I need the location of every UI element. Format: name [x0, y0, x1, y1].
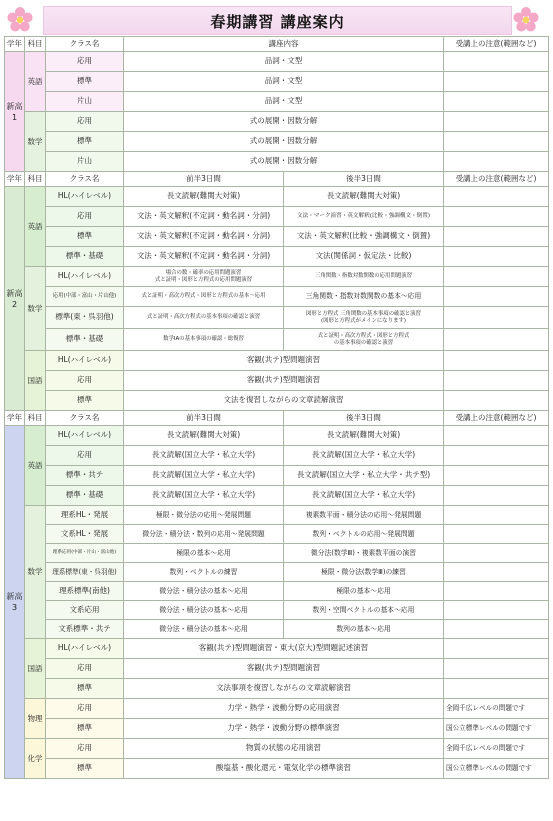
year-cell-grade3: 新高3: [5, 426, 25, 779]
first-half-cell: 場合の数・確率の応用問題演習 式と証明・図形と方程式の応用問題演習: [124, 267, 284, 287]
first-half-cell: 文法・英文解釈(不定詞・動名詞・分詞): [124, 227, 284, 247]
header-row: [5, 411, 549, 426]
second-half-cell: 極限・微分法(数学Ⅲ)の練習: [284, 563, 444, 582]
notes-cell: [444, 426, 549, 446]
notes-cell: [444, 563, 549, 582]
subject-cell-japanese: 国語: [25, 639, 46, 699]
notes-cell: [444, 525, 549, 544]
table-row: [5, 679, 549, 699]
second-half-cell: 文法(関係詞・仮定法・比較): [284, 247, 444, 267]
content-cell: 客観(共テ)型問題演習・東大(京大)型問題記述演習: [124, 639, 444, 659]
notes-cell: [444, 72, 549, 92]
class-cell: 応用: [46, 446, 124, 466]
notes-cell: [444, 52, 549, 72]
notes-cell: [444, 506, 549, 525]
table-row: [5, 639, 549, 659]
header-year: 学年: [5, 37, 25, 52]
header-row: [5, 172, 549, 187]
header-year: 学年: [5, 172, 25, 187]
first-half-cell: 式と証明・高次方程式・図形と方程式の基本～応用: [124, 287, 284, 307]
class-cell: 応用: [46, 739, 124, 759]
class-cell: HL(ハイレベル): [46, 351, 124, 371]
header-first-half: 前半3日間: [124, 411, 284, 426]
header-notes: 受講上の注意(範囲など): [444, 411, 549, 426]
class-cell: 片山: [46, 152, 124, 172]
notes-cell: 全岡千広レベルの問題です: [444, 739, 549, 759]
second-half-cell: 三角関数・指数対数関数の基本～応用: [284, 287, 444, 307]
class-cell: 標準・基礎: [46, 329, 124, 351]
content-cell: 客観(共テ)型問題演習: [124, 659, 444, 679]
subject-cell-math: 数学: [25, 506, 46, 639]
second-half-cell: 微分法(数学Ⅲ)・複素数平面の演習: [284, 544, 444, 563]
subject-cell-english: 英語: [25, 187, 46, 267]
second-half-cell: 長文読解(難関大対策): [284, 187, 444, 207]
first-half-cell: 極限・微分法の応用～発展問題: [124, 506, 284, 525]
notes-cell: [444, 391, 549, 411]
first-half-cell: 極限の基本～応用: [124, 544, 284, 563]
header-subject: 科目: [25, 172, 46, 187]
content-cell: 酸塩基・酸化還元・電気化学の標準演習: [124, 759, 444, 779]
notes-cell: [444, 620, 549, 639]
class-cell: 応用: [46, 371, 124, 391]
table-row: [5, 247, 549, 267]
notes-cell: [444, 329, 549, 351]
subject-cell-english: 英語: [25, 426, 46, 506]
subject-cell-chemistry: 化学: [25, 739, 46, 779]
second-half-cell: 長文読解(難関大対策): [284, 426, 444, 446]
notes-cell: 国公立標準レベルの問題です: [444, 759, 549, 779]
class-cell: 応用: [46, 659, 124, 679]
class-cell: 片山: [46, 92, 124, 112]
notes-cell: 国公立標準レベルの問題です: [444, 719, 549, 739]
first-half-cell: 長文読解(国立大学・私立大学): [124, 446, 284, 466]
notes-cell: [444, 601, 549, 620]
notes-cell: [444, 132, 549, 152]
second-half-cell: 長文読解(国立大学・私立大学): [284, 486, 444, 506]
table-row: [5, 132, 549, 152]
header-class: クラス名: [46, 37, 124, 52]
notes-cell: [444, 679, 549, 699]
table-row: [5, 544, 549, 563]
table-row: [5, 371, 549, 391]
table-row: [5, 391, 549, 411]
table-row: [5, 52, 549, 72]
subject-cell-english: 英語: [25, 52, 46, 112]
notes-cell: [444, 227, 549, 247]
class-cell: 標準: [46, 759, 124, 779]
table-row: [5, 329, 549, 351]
table-row: [5, 112, 549, 132]
second-half-cell: 極限の基本～応用: [284, 582, 444, 601]
class-cell: HL(ハイレベル): [46, 267, 124, 287]
first-half-cell: 式と証明・高次方程式の基本事項の確認と演習: [124, 307, 284, 329]
content-cell: 式の展開・因数分解: [124, 132, 444, 152]
table-row: [5, 426, 549, 446]
table-row: [5, 699, 549, 719]
notes-cell: [444, 351, 549, 371]
notes-cell: [444, 92, 549, 112]
table-row: [5, 659, 549, 679]
notes-cell: [444, 152, 549, 172]
course-table-wrapper: [4, 36, 549, 779]
first-half-cell: 微分法・積分法・数列の応用～発展問題: [124, 525, 284, 544]
notes-cell: [444, 466, 549, 486]
first-half-cell: 文法・英文解釈(不定詞・動名詞・分詞): [124, 207, 284, 227]
notes-cell: 全岡千広レベルの問題です: [444, 699, 549, 719]
content-cell: 式の展開・因数分解: [124, 152, 444, 172]
content-cell: 式の展開・因数分解: [124, 112, 444, 132]
table-row: [5, 207, 549, 227]
table-row: [5, 759, 549, 779]
first-half-cell: 長文読解(国立大学・私立大学): [124, 466, 284, 486]
table-row: [5, 582, 549, 601]
second-half-cell: 三角関数・指数対数関数の応用問題演習: [284, 267, 444, 287]
title-bar: [3, 5, 550, 35]
class-cell: 文系標準・共テ: [46, 620, 124, 639]
table-row: [5, 506, 549, 525]
notes-cell: [444, 486, 549, 506]
table-row: [5, 307, 549, 329]
table-row: [5, 466, 549, 486]
second-half-cell: 数列の基本～応用: [284, 620, 444, 639]
header-year: 学年: [5, 411, 25, 426]
first-half-cell: 微分法・積分法の基本～応用: [124, 582, 284, 601]
notes-cell: [444, 544, 549, 563]
content-cell: 品詞・文型: [124, 52, 444, 72]
year-cell-grade2: 新高2: [5, 187, 25, 411]
header-subject: 科目: [25, 37, 46, 52]
first-half-cell: 数学ⅠAの基本事項の確認・総復習: [124, 329, 284, 351]
class-cell: 応用: [46, 207, 124, 227]
table-row: [5, 187, 549, 207]
class-cell: 標準・共テ: [46, 466, 124, 486]
header-notes: 受講上の注意(範囲など): [444, 172, 549, 187]
table-row: [5, 287, 549, 307]
notes-cell: [444, 307, 549, 329]
notes-cell: [444, 247, 549, 267]
content-cell: 力学・熱学・波動分野の応用演習: [124, 699, 444, 719]
header-second-half: 後半3日間: [284, 172, 444, 187]
class-cell: 理系HL・発展: [46, 506, 124, 525]
class-cell: HL(ハイレベル): [46, 426, 124, 446]
title-band: [43, 6, 512, 35]
notes-cell: [444, 639, 549, 659]
class-cell: 標準: [46, 679, 124, 699]
table-row: [5, 563, 549, 582]
class-cell: 標準・基礎: [46, 247, 124, 267]
class-cell: 応用: [46, 699, 124, 719]
second-half-cell: 文法・マーク演習・英文解釈(比較・強調構文・倒置): [284, 207, 444, 227]
content-cell: 客観(共テ)型問題演習: [124, 351, 444, 371]
table-row: [5, 351, 549, 371]
class-cell: 理系標準(南他): [46, 582, 124, 601]
header-class: クラス名: [46, 411, 124, 426]
notes-cell: [444, 187, 549, 207]
table-row: [5, 152, 549, 172]
notes-cell: [444, 267, 549, 287]
table-row: [5, 719, 549, 739]
flower-icon: [511, 5, 541, 35]
class-cell: 文系応用: [46, 601, 124, 620]
class-cell: HL(ハイレベル): [46, 187, 124, 207]
class-cell: 応用: [46, 112, 124, 132]
notes-cell: [444, 287, 549, 307]
first-half-cell: 微分法・積分法の基本～応用: [124, 620, 284, 639]
header-row: [5, 37, 549, 52]
notes-cell: [444, 582, 549, 601]
content-cell: 文法事項を復習しながらの文章読解演習: [124, 679, 444, 699]
notes-cell: [444, 112, 549, 132]
first-half-cell: 長文読解(国立大学・私立大学): [124, 486, 284, 506]
table-row: [5, 620, 549, 639]
page-title: 春期講習 講座案内: [210, 13, 345, 31]
second-half-cell: 数列・ベクトルの応用～発展問題: [284, 525, 444, 544]
table-row: [5, 446, 549, 466]
content-cell: 力学・熱学・波動分野の標準演習: [124, 719, 444, 739]
second-half-cell: 文法・英文解釈(比較・強調構文・倒置): [284, 227, 444, 247]
header-notes: 受講上の注意(範囲など): [444, 37, 549, 52]
notes-cell: [444, 659, 549, 679]
table-row: [5, 601, 549, 620]
second-half-cell: 数列・空間ベクトルの基本～応用: [284, 601, 444, 620]
table-row: [5, 227, 549, 247]
content-cell: 物質の状態の応用演習: [124, 739, 444, 759]
class-cell: 理系応用(中部・片山・富山他): [46, 544, 124, 563]
table-row: [5, 486, 549, 506]
content-cell: 品詞・文型: [124, 92, 444, 112]
first-half-cell: 長文読解(難関大対策): [124, 187, 284, 207]
second-half-cell: 複素数平面・積分法の応用～発展問題: [284, 506, 444, 525]
class-cell: 文系HL・発展: [46, 525, 124, 544]
class-cell: 標準・基礎: [46, 486, 124, 506]
flower-icon: [5, 5, 35, 35]
first-half-cell: 文法・英文解釈(不定詞・動名詞・分詞): [124, 247, 284, 267]
content-cell: 文法を復習しながらの文章読解演習: [124, 391, 444, 411]
table-row: [5, 739, 549, 759]
table-row: [5, 525, 549, 544]
notes-cell: [444, 371, 549, 391]
subject-cell-math: 数学: [25, 267, 46, 351]
class-cell: 応用: [46, 52, 124, 72]
subject-cell-math: 数学: [25, 112, 46, 172]
class-cell: 標準: [46, 132, 124, 152]
header-subject: 科目: [25, 411, 46, 426]
first-half-cell: 数列・ベクトルの練習: [124, 563, 284, 582]
class-cell: 標準: [46, 391, 124, 411]
second-half-cell: 長文読解(国立大学・私立大学・共テ型): [284, 466, 444, 486]
subject-cell-japanese: 国語: [25, 351, 46, 411]
course-table: [4, 36, 549, 779]
class-cell: 標準: [46, 72, 124, 92]
second-half-cell: 長文読解(国立大学・私立大学): [284, 446, 444, 466]
class-cell: 理系標準(東・呉羽他): [46, 563, 124, 582]
second-half-cell: 図形と方程式 三角関数の基本事項の確認と演習 (図形と方程式がメインになります): [284, 307, 444, 329]
header-class: クラス名: [46, 172, 124, 187]
year-cell-grade1: 新高1: [5, 52, 25, 172]
first-half-cell: 微分法・積分法の基本～応用: [124, 601, 284, 620]
second-half-cell: 式と証明・高次方程式・図形と方程式 の基本事項の確認と演習: [284, 329, 444, 351]
content-cell: 客観(共テ)型問題演習: [124, 371, 444, 391]
header-second-half: 後半3日間: [284, 411, 444, 426]
table-row: [5, 72, 549, 92]
notes-cell: [444, 446, 549, 466]
class-cell: 標準(東・呉羽他): [46, 307, 124, 329]
table-row: [5, 267, 549, 287]
class-cell: 標準: [46, 227, 124, 247]
first-half-cell: 長文読解(難関大対策): [124, 426, 284, 446]
class-cell: 標準: [46, 719, 124, 739]
class-cell: HL(ハイレベル): [46, 639, 124, 659]
subject-cell-physics: 物理: [25, 699, 46, 739]
class-cell: 応用(中部・富山・片山他): [46, 287, 124, 307]
header-content: 講座内容: [124, 37, 444, 52]
content-cell: 品詞・文型: [124, 72, 444, 92]
table-row: [5, 92, 549, 112]
header-first-half: 前半3日間: [124, 172, 284, 187]
notes-cell: [444, 207, 549, 227]
